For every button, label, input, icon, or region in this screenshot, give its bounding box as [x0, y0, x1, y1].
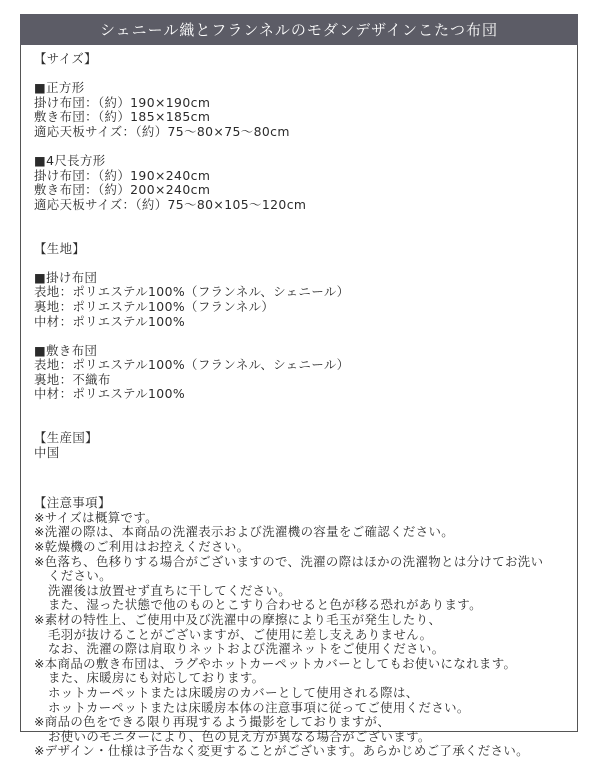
note-line: ホットカーペットまたは床暖房のカバーとして使用される際は、: [48, 684, 419, 700]
fabric-shiki-filling: 中材：ポリエステル100%: [34, 386, 186, 402]
note-line: ください。: [48, 568, 112, 584]
section-heading-origin: 【生産国】: [34, 430, 98, 446]
note-line: ※本商品の敷き布団は、ラグやホットカーペットカバーとしてもお使いになれます。: [34, 655, 517, 671]
note-line: 毛羽が抜けることがございますが、ご使用に差し支えありません。: [48, 626, 433, 642]
section-heading-size: 【サイズ】: [34, 51, 97, 66]
note-line: また、床暖房にも対応しております。: [48, 670, 265, 686]
fabric-kake-label: ■掛け布団: [34, 269, 98, 285]
fabric-kake-inner: 裏地：ポリエステル100%（フランネル）: [34, 298, 275, 314]
size-rect-kake: 掛け布団：（約）190×240cm: [34, 167, 211, 183]
fabric-kake-filling: 中材：ポリエステル100%: [34, 313, 186, 329]
section-heading-notes: 【注意事項】: [34, 495, 111, 511]
note-line: お使いのモニターにより、色の見え方が異なる場合がございます。: [48, 728, 431, 744]
fabric-kake-outer: 表地：ポリエステル100%（フランネル、シェニール）: [34, 284, 350, 300]
origin-value: 中国: [34, 444, 60, 460]
fabric-shiki-outer: 表地：ポリエステル100%（フランネル、シェニール）: [34, 357, 350, 373]
size-square-kake: 掛け布団：（約）190×190cm: [34, 94, 211, 110]
size-rect-shiki: 敷き布団：（約）200×240cm: [34, 182, 211, 198]
note-line: ※デザイン・仕様は予告なく変更することがございます。あらかじめご了承ください。: [34, 743, 529, 759]
note-line: ※乾燥機のご利用はお控えください。: [34, 539, 250, 555]
note-line: また、湿った状態で他のものとこすり合わせると色が移る恐れがあります。: [48, 597, 482, 613]
fabric-shiki-label: ■敷き布団: [34, 342, 98, 358]
note-line: 洗濯後は放置せず直ちに干してください。: [48, 582, 292, 598]
fabric-shiki-inner: 裏地：不織布: [34, 371, 111, 387]
size-square-table: 適応天板サイズ：（約）75～80×75～80cm: [34, 123, 290, 139]
note-line: ※商品の色をできる限り再現するよう撮影をしておりますが、: [34, 714, 391, 730]
note-line: ホットカーペットまたは床暖房本体の注意事項に従ってご使用ください。: [48, 699, 470, 715]
size-square-shiki: 敷き布団：（約）185×185cm: [34, 109, 211, 125]
page-title: シェニール織とフランネルのモダンデザインこたつ布団: [20, 14, 578, 45]
note-line: ※洗濯の際は、本商品の洗濯表示および洗濯機の容量をご確認ください。: [34, 524, 455, 540]
note-line: ※サイズは概算です。: [34, 509, 158, 525]
size-rect-label: ■4尺長方形: [34, 153, 106, 169]
size-square-label: ■正方形: [34, 80, 85, 96]
size-rect-table: 適応天板サイズ：（約）75～80×105～120cm: [34, 196, 307, 212]
note-line: なお、洗濯の際は肩取りネットおよび洗濯ネットをご使用ください。: [48, 641, 445, 657]
section-heading-fabric: 【生地】: [34, 240, 86, 256]
note-line: ※素材の特性上、ご使用中及び洗濯中の摩擦により毛玉が発生したり、: [34, 612, 442, 627]
spec-content: [34, 52, 570, 759]
note-line: ※色落ち、色移りする場合がございますので、洗濯の際はほかの洗濯物とは分けてお洗い: [34, 553, 544, 569]
